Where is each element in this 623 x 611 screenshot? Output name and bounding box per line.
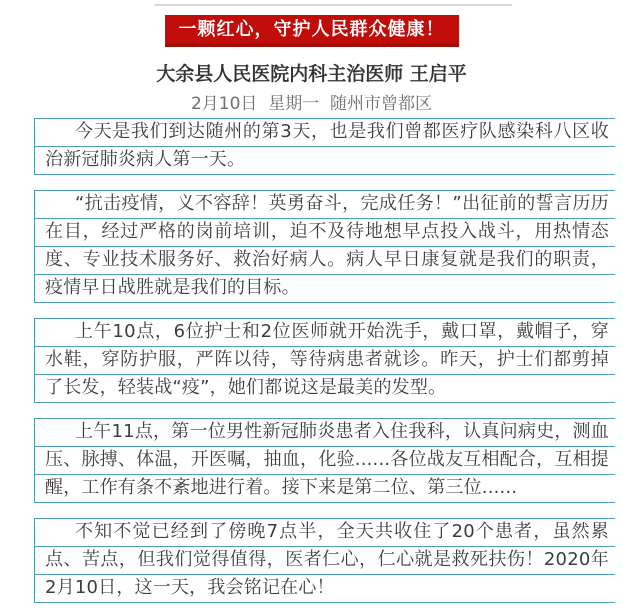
- banner-headline: 一颗红心，守护人民群众健康！: [165, 15, 459, 47]
- paragraph-2: “抗击疫情，义不容辞！英勇奋斗，完成任务！”出征前的誓言历历在目，经过严格的岗前培训，迫不及待地想早点投入战斗，用热情态度、专业技术服务好、救治好病人。病人早日康复就是我们的职责，疫情早日战胜就是我们的目标。: [34, 190, 615, 303]
- paragraph-1: 今天是我们到达随州的第3天，也是我们曾都医疗队感染科八区收治新冠肺炎病人第一天。: [34, 118, 615, 175]
- paragraph-4: 上午11点，第一位男性新冠肺炎患者入住我科，认真问病史，测血压、脉搏、体温，开医嘱，抽血，化验......各位战友互相配合，互相提醒，工作有条不紊地进行着。接下来是第二位、第三位......: [34, 418, 615, 503]
- article-body: [0, 118, 623, 603]
- banner-row: [0, 0, 623, 47]
- paragraph-3: 上午10点，6位护士和2位医师就开始洗手，戴口罩，戴帽子，穿水鞋，穿防护服，严阵以待，等待病患者就诊。昨天，护士们都剪掉了长发，轻装战“疫”，她们都说这是最美的发型。: [34, 318, 615, 403]
- article-title: 大余县人民医院内科主治医师 王启平: [156, 63, 467, 85]
- dateline: 2月10日 星期一 随州市曾都区: [190, 94, 433, 114]
- paragraph-5: 不知不觉已经到了傍晚7点半，全天共收住了20个患者，虽然累点、苦点，但我们觉得值得，医者仁心，仁心就是救死扶伤！2020年2月10日，这一天，我会铭记在心！: [34, 518, 615, 603]
- top-divider: [155, 4, 512, 6]
